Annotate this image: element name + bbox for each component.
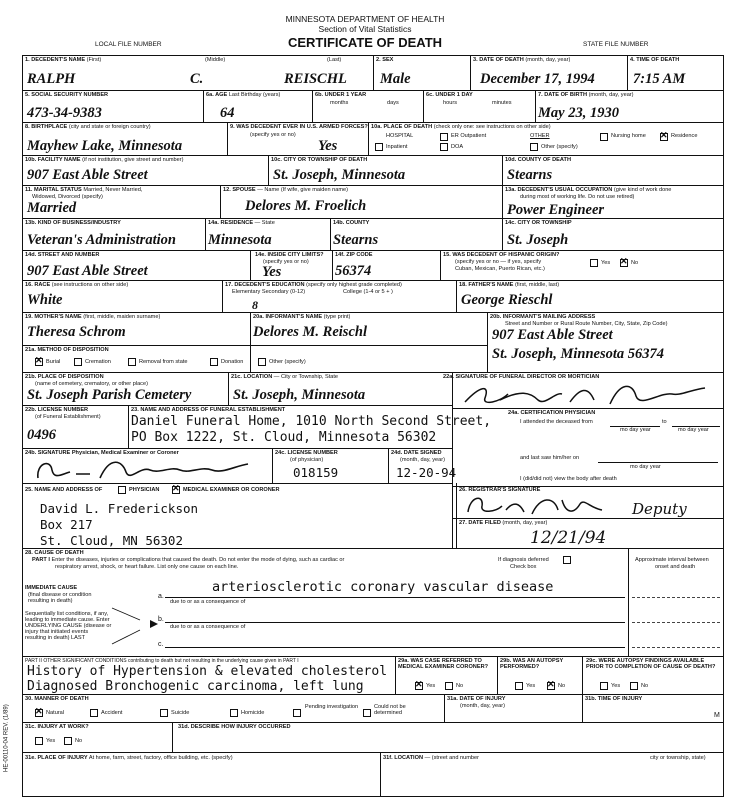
label-accident: Accident (101, 710, 123, 716)
education-value: 8 (252, 298, 258, 312)
label-part1: PART I Enter the diseases, injuries or complications that caused the death. Do not enter the mode of dying, such as cardiac or (32, 557, 345, 563)
disposition-place-value: St. Joseph Parish Cemetery (27, 387, 192, 403)
label-marital-status: 11. MARITAL STATUS Married, Never Married, (25, 187, 143, 193)
label-natural: Natural (46, 710, 65, 716)
label-autopsy-no: No (558, 683, 566, 689)
label-time-of-injury: 31b. TIME OF INJURY (585, 696, 643, 702)
label-cremation: Cremation (85, 359, 111, 365)
checkbox-burial[interactable] (35, 358, 43, 366)
label-hispanic-sub1: (specify yes or no — if yes, specify (455, 259, 542, 265)
label-doa: DOA (451, 144, 464, 150)
cause-a-value: arteriosclerotic coronary vascular disease (212, 579, 554, 595)
label-business: 13b. KIND OF BUSINESS/INDUSTRY (25, 220, 121, 226)
label-informant: 20a. INFORMANT'S NAME (type print) (253, 314, 351, 320)
label-seq-5: resulting in death) LAST (25, 635, 86, 641)
label-place-disposition: 21b. PLACE OF DISPOSITION (25, 374, 104, 380)
informant-address-line1: 907 East Able Street (492, 327, 613, 343)
label-months: months (330, 100, 349, 106)
label-cause-of-death: 28. CAUSE OF DEATH (25, 550, 84, 556)
me-city-value: St. Cloud, MN 56302 (40, 533, 183, 548)
local-file-number-label: LOCAL FILE NUMBER (95, 41, 162, 48)
label-sex: 2. SEX (376, 57, 394, 63)
label-last: (Last) (327, 57, 342, 63)
label-er-outpatient: ER Outpatient (451, 133, 487, 139)
label-pending: Pending investigation (304, 704, 359, 710)
label-injury-location-sub2: city or township, state) (650, 755, 706, 761)
label-undetermined: Could not be determined (374, 704, 406, 716)
label-residence-county: 14b. COUNTY (333, 220, 370, 226)
label-hispanic: 15. WAS DECEDENT OF HISPANIC ORIGIN? (443, 252, 560, 258)
facility-value: 907 East Able Street (27, 167, 148, 183)
label-line-c: c. (158, 641, 164, 648)
part2-line1: History of Hypertension & elevated cholesterol (27, 664, 388, 679)
label-decedent-name: 1. DECEDENT'S NAME (First) (25, 57, 102, 63)
label-other: OTHER (530, 133, 550, 139)
label-place-of-injury: 31e. PLACE OF INJURY At home, farm, street, factory, office building, etc. (specify) (25, 755, 233, 761)
checkbox-cremation[interactable] (74, 358, 82, 366)
me-name-value: David L. Frederickson (40, 501, 199, 516)
funeral-license-value: 0496 (27, 427, 56, 443)
label-method-disposition: 21a. METHOD OF DISPOSITION (25, 347, 109, 353)
label-autopsy-yes: Yes (526, 683, 536, 689)
date-signed-value: 12-20-94 (396, 465, 457, 480)
checkbox-injury-no[interactable] (64, 737, 72, 745)
res-street-value: 907 East Able Street (27, 263, 148, 279)
checkbox-autopsy-yes[interactable] (515, 682, 523, 690)
form-id: HE-00110-04 REV. (1/89) (3, 704, 10, 773)
label-facility: 10b. FACILITY NAME (if not institution, give street and number) (25, 157, 184, 163)
checkbox-nursing-home[interactable] (600, 133, 608, 141)
label-occupation-sub: during most of working life. Do not use retired) (520, 194, 635, 200)
label-armed-forces: 9. WAS DECEDENT EVER IN U.S. ARMED FORCES? (230, 124, 368, 130)
label-hospital: HOSPITAL (386, 133, 414, 139)
checkbox-undetermined[interactable] (363, 709, 371, 717)
label-registrar-signature: 26. REGISTRAR'S SIGNATURE (459, 487, 541, 493)
checkbox-hispanic-no[interactable] (620, 259, 628, 267)
marital-status-value: Married (27, 200, 77, 216)
armed-forces-value: Yes (318, 138, 338, 154)
label-diag-deferred: If diagnosis deferred (498, 557, 549, 563)
checkbox-suicide[interactable] (160, 709, 168, 717)
label-attended-to: to (662, 419, 667, 425)
county-of-death-value: Stearns (507, 167, 553, 183)
occupation-value: Power Engineer (507, 202, 605, 218)
label-funeral-director-sig: 22a. SIGNATURE OF FUNERAL DIRECTOR OR MORTICIAN (443, 374, 600, 380)
checkbox-hispanic-yes[interactable] (590, 259, 598, 267)
checkbox-injury-yes[interactable] (35, 737, 43, 745)
label-seq-1: Sequentially list conditions, if any, (25, 611, 109, 617)
label-immediate-sub1: (final disease or condition (28, 592, 92, 598)
physician-license-value: 018159 (293, 465, 339, 480)
label-county-of-death: 10d. COUNTY OF DEATH (505, 157, 571, 163)
state-file-number-label: STATE FILE NUMBER (583, 41, 649, 48)
label-injury-location: 31f. LOCATION — (street and number (383, 755, 479, 761)
registrar-signature (462, 492, 612, 520)
label-describe-injury: 31d. DESCRIBE HOW INJURY OCCURRED (178, 724, 291, 730)
label-inside-city-sub: (specify yes or no) (263, 259, 309, 265)
part2-line2: Diagnosed Bronchogenic carcinoma, left lung (27, 679, 364, 694)
label-middle: (Middle) (205, 57, 226, 63)
checkbox-referred-yes[interactable] (415, 682, 423, 690)
header-agency: MINNESOTA DEPARTMENT OF HEALTH (285, 14, 445, 24)
label-autopsy: 29b. WAS AN AUTOPSY PERFORMED? (500, 658, 564, 670)
label-referred-yes: Yes (426, 683, 436, 689)
zip-value: 56374 (335, 263, 372, 279)
birthplace-value: Mayhew Lake, Minnesota (27, 138, 183, 154)
label-inside-city: 14e. INSIDE CITY LIMITS? (255, 252, 324, 258)
label-dob: 7. DATE OF BIRTH (month, day, year) (538, 92, 634, 98)
label-funeral-license-sub: (of Funeral Establishment) (35, 414, 101, 420)
label-interval-2: onset and death (655, 564, 696, 570)
label-me-referred: 29a. WAS CASE REFERRED TO MEDICAL EXAMINER CORONER? (398, 658, 489, 670)
label-father: 18. FATHER'S NAME (first, middle, last) (459, 282, 560, 288)
label-minutes: minutes (492, 100, 512, 106)
checkbox-referred-no[interactable] (445, 682, 453, 690)
certificate-title: CERTIFICATE OF DEATH (287, 35, 443, 50)
res-city-value: St. Joseph (507, 232, 569, 248)
checkbox-homicide[interactable] (230, 709, 238, 717)
label-seq-3: UNDERLYING CAUSE (disease or (25, 623, 112, 629)
label-hours: hours (443, 100, 457, 106)
label-physician-license-sub: (of physician) (290, 457, 324, 463)
label-mdy-3: mo day year (630, 464, 661, 470)
label-street: 14d. STREET AND NUMBER (25, 252, 100, 258)
label-part1-text2: respiratory arrest, shock, or heart failure. List only one cause on each line. (55, 564, 239, 570)
funeral-home-line1: Daniel Funeral Home, 1010 North Second Street, (131, 414, 492, 429)
label-check-box: Check box (510, 564, 537, 570)
label-education: 17. DECEDENT'S EDUCATION (specify only highest grade completed) (225, 282, 402, 288)
middle-name-value: C. (190, 71, 204, 87)
label-days: days (387, 100, 399, 106)
checkbox-pending[interactable] (293, 709, 301, 717)
label-funeral-license: 22b. LICENSE NUMBER (25, 407, 89, 413)
checkbox-residence[interactable] (660, 133, 668, 141)
time-of-death-value: 7:15 AM (633, 71, 686, 87)
label-due-to-1: due to or as a consequence of (170, 599, 246, 605)
arrow-icon (110, 606, 160, 646)
checkbox-removal[interactable] (128, 358, 136, 366)
label-residence: Residence (671, 133, 698, 139)
label-immediate-cause: IMMEDIATE CAUSE (25, 585, 78, 591)
label-last-saw: and last saw him/her on (520, 455, 580, 461)
label-injury-no: No (75, 738, 83, 744)
inside-city-value: Yes (262, 264, 282, 280)
label-place-disposition-sub: (name of cemetery, crematory, or other place) (35, 381, 148, 387)
label-seq-2: leading to immediate cause. Enter (25, 617, 110, 623)
label-under-1-day: 6c. UNDER 1 DAY (426, 92, 473, 98)
city-of-death-value: St. Joseph, Minnesota (273, 167, 406, 183)
informant-value: Delores M. Reischl (253, 324, 367, 340)
label-location-disposition: 21c. LOCATION — City or Township, State (231, 374, 339, 380)
label-occupation: 13a. DECEDENT'S USUAL OCCUPATION (give kind of work done (505, 187, 672, 193)
label-due-to-2: due to or as a consequence of (170, 624, 246, 630)
me-box-value: Box 217 (40, 517, 93, 532)
registrar-title-value: Deputy (632, 500, 687, 518)
label-birthplace: 8. BIRTHPLACE (city and state or foreign country) (25, 124, 151, 130)
mother-value: Theresa Schrom (27, 324, 126, 340)
funeral-home-line2: PO Box 1222, St. Cloud, Minnesota 56302 (131, 430, 437, 445)
checkbox-autopsy-no[interactable] (547, 682, 555, 690)
label-other-disposition: Other (specify) (269, 359, 306, 365)
label-referred-no: No (456, 683, 464, 689)
label-education-college: College (1-4 or 5 + ) (343, 289, 393, 295)
label-did-view: I (did/did not) view the body after death (520, 476, 617, 482)
label-medical-examiner: MEDICAL EXAMINER OR CORONER (183, 487, 280, 493)
checkbox-accident[interactable] (90, 709, 98, 717)
race-value: White (27, 292, 63, 308)
label-date-signed-sub: (month, day, year) (400, 457, 445, 463)
checkbox-other-specify[interactable] (530, 143, 538, 151)
funeral-director-signature (460, 380, 720, 410)
label-date-of-injury-sub: (month, day, year) (460, 703, 505, 709)
label-race: 16. RACE (see instructions on other side) (25, 282, 129, 288)
res-state-value: Minnesota (208, 232, 272, 248)
label-hispanic-no: No (631, 260, 639, 266)
sex-value: Male (380, 71, 411, 87)
label-injury-yes: Yes (46, 738, 56, 744)
label-removal: Removal from state (139, 359, 188, 365)
label-time-of-injury-m: M (714, 712, 720, 719)
date-of-death-value: December 17, 1994 (480, 71, 595, 87)
label-informant-address: 20b. INFORMANT'S MAILING ADDRESS (490, 314, 596, 320)
checkbox-findings-yes[interactable] (600, 682, 608, 690)
label-under-1-year: 6b. UNDER 1 YEAR (315, 92, 367, 98)
label-ssn: 5. SOCIAL SECURITY NUMBER (25, 92, 109, 98)
label-armed-forces-sub: (specify yes or no) (250, 132, 296, 138)
label-inpatient: Inpatient (386, 144, 408, 150)
label-date-filed: 27. DATE FILED (month, day, year) (459, 520, 548, 526)
label-marital-sub: Widowed, Divorced (specify) (32, 194, 103, 200)
label-immediate-sub2: resulting in death) (28, 598, 73, 604)
checkbox-er-outpatient[interactable] (440, 133, 448, 141)
label-line-b: b. (158, 616, 164, 623)
disposition-location-value: St. Joseph, Minnesota (233, 387, 366, 403)
label-place-of-death: 10a. PLACE OF DEATH (check only one: see instructions on other side) (371, 124, 551, 130)
label-mother: 19. MOTHER'S NAME (first, middle, maiden surname) (25, 314, 161, 320)
checkbox-findings-no[interactable] (630, 682, 638, 690)
dob-value: May 23, 1930 (538, 105, 619, 121)
label-city-of-death: 10c. CITY OR TOWNSHIP OF DEATH (271, 157, 368, 163)
label-age: 6a. AGE Last Birthday (years) (206, 92, 281, 98)
label-findings-yes: Yes (611, 683, 621, 689)
checkbox-physician[interactable] (118, 486, 126, 494)
date-filed-value: 12/21/94 (530, 528, 607, 548)
label-spouse: 12. SPOUSE — Name (If wife, give maiden name) (223, 187, 348, 193)
label-residence-state: 14a. RESIDENCE — State (208, 220, 275, 226)
label-certification-physician: 24a. CERTIFICATION PHYSICIAN (508, 410, 596, 416)
label-seq-4: injury that initiated events (25, 629, 89, 635)
label-donation: Donation (221, 359, 244, 365)
last-name-value: REISCHL (284, 71, 347, 87)
label-mdy-2: mo day year (678, 427, 709, 433)
label-zip: 14f. ZIP CODE (335, 252, 373, 258)
first-name-value: RALPH (27, 71, 76, 87)
label-autopsy-findings: 29c. WERE AUTOPSY FINDINGS AVAILABLE PRIOR TO COMPLETION OF CAUSE OF DEATH? (586, 658, 716, 670)
label-physician-license: 24c. LICENSE NUMBER (275, 450, 338, 456)
ssn-value: 473-34-9383 (27, 105, 102, 121)
header-section: Section of Vital Statistics (318, 24, 412, 34)
label-hispanic-sub2: Cuban, Mexican, Puerto Rican, etc.) (455, 266, 545, 272)
label-other-specify: Other (specify) (541, 144, 578, 150)
label-name-address-of: 25. NAME AND ADDRESS OF (25, 487, 103, 493)
label-time-of-death: 4. TIME OF DEATH (630, 57, 680, 63)
label-findings-no: No (641, 683, 649, 689)
label-informant-address-sub: Street and Number or Rural Route Number, City, State, Zip Code) (505, 321, 668, 327)
checkbox-other-disposition[interactable] (258, 358, 266, 366)
label-physician-signature: 24b. SIGNATURE Physician, Medical Examiner or Coroner (25, 450, 179, 456)
label-date-of-death: 3. DATE OF DEATH (month, day, year) (473, 57, 571, 63)
label-hispanic-yes: Yes (601, 260, 611, 266)
checkbox-medical-examiner[interactable] (172, 486, 180, 494)
father-value: George Rieschl (461, 292, 553, 308)
label-residence-city: 14c. CITY OR TOWNSHIP (505, 220, 572, 226)
label-date-of-injury: 31a. DATE OF INJURY (447, 696, 506, 702)
spouse-value: Delores M. Froelich (245, 198, 367, 214)
label-date-signed: 24d. DATE SIGNED (391, 450, 442, 456)
label-burial: Burial (46, 359, 61, 365)
label-homicide: Homicide (241, 710, 265, 716)
label-attended-from: I attended the deceased from (520, 419, 593, 425)
label-injury-at-work: 31c. INJURY AT WORK? (25, 724, 89, 730)
label-manner-of-death: 30. MANNER OF DEATH (25, 696, 89, 702)
label-nursing-home: Nursing home (611, 133, 646, 139)
label-suicide: Suicide (171, 710, 190, 716)
checkbox-doa[interactable] (440, 143, 448, 151)
informant-address-line2: St. Joseph, Minnesota 56374 (492, 346, 665, 362)
checkbox-inpatient[interactable] (375, 143, 383, 151)
label-line-a: a. (158, 593, 164, 600)
label-interval-1: Approximate interval between (635, 557, 709, 563)
checkbox-diag-deferred[interactable] (563, 556, 571, 564)
physician-signature (30, 454, 270, 484)
label-funeral-home: 23. NAME AND ADDRESS OF FUNERAL ESTABLISHMENT (131, 407, 286, 413)
label-mdy-1: mo day year (620, 427, 651, 433)
checkbox-natural[interactable] (35, 709, 43, 717)
age-value: 64 (220, 105, 235, 121)
label-part2: PART II OTHER SIGNIFICANT CONDITIONS contributing to death but not resulting in the underlying cause given in PART I (25, 658, 299, 664)
label-education-elem: Elementary Secondary (0-12) (232, 289, 306, 295)
business-value: Veteran's Administration (27, 232, 176, 248)
label-physician: PHYSICIAN (129, 487, 160, 493)
res-county-value: Stearns (333, 232, 379, 248)
checkbox-donation[interactable] (210, 358, 218, 366)
